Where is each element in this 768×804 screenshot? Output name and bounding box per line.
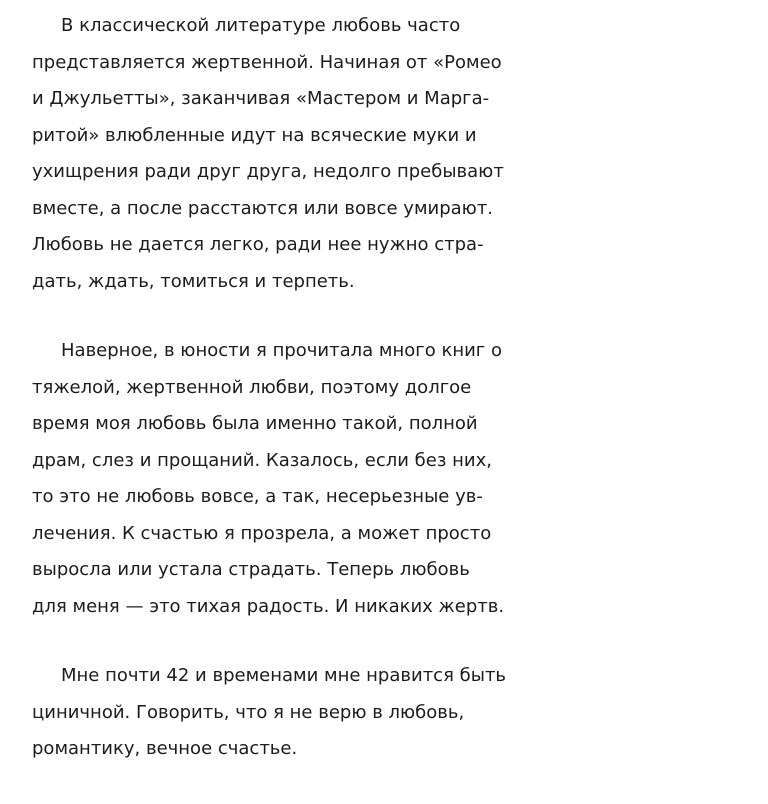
- text-line: представляется жертвенной. Начиная от «Ромео: [32, 51, 502, 73]
- article-body: [32, 8, 752, 801]
- text-line: Наверное, в юности я прочитала много книг о: [61, 340, 502, 361]
- text-line: то это не любовь вовсе, а так, несерьезные ув-: [32, 486, 483, 507]
- paragraph-2: [32, 333, 752, 625]
- text-line: для меня — это тихая радость. И никаких жертв.: [32, 595, 505, 617]
- text-line: драм, слез и прощаний. Казалось, если без них,: [32, 449, 492, 471]
- text-line: ритой» влюбленные идут на всяческие муки и: [32, 124, 477, 146]
- text-line: ухищрения ради друг друга, недолго пребывают: [32, 161, 504, 182]
- text-line: Мне почти 42 и временами мне нравится быть: [61, 665, 507, 686]
- text-line: дать, ждать, томиться и терпеть.: [32, 270, 355, 292]
- text-line: тяжелой, жертвенной любви, поэтому долгое: [32, 376, 472, 398]
- text-line: и Джульетты», заканчивая «Мастером и Марга-: [32, 88, 490, 109]
- text-line: Любовь не дается легко, ради нее нужно стра-: [32, 234, 484, 255]
- text-line: лечения. К счастью я прозрела, а может просто: [32, 522, 492, 544]
- text-line: выросла или устала страдать. Теперь любовь: [32, 559, 470, 580]
- text-line: романтику, вечное счастье.: [32, 738, 298, 759]
- text-line: время моя любовь была именно такой, полной: [32, 413, 478, 434]
- text-line: циничной. Говорить, что я не верю в любовь,: [32, 701, 465, 723]
- paragraph-3: [32, 658, 752, 768]
- text-line: В классической литературе любовь часто: [61, 15, 461, 36]
- text-line: вместе, а после расстаются или вовсе умирают.: [32, 197, 494, 219]
- paragraph-1: [32, 8, 752, 300]
